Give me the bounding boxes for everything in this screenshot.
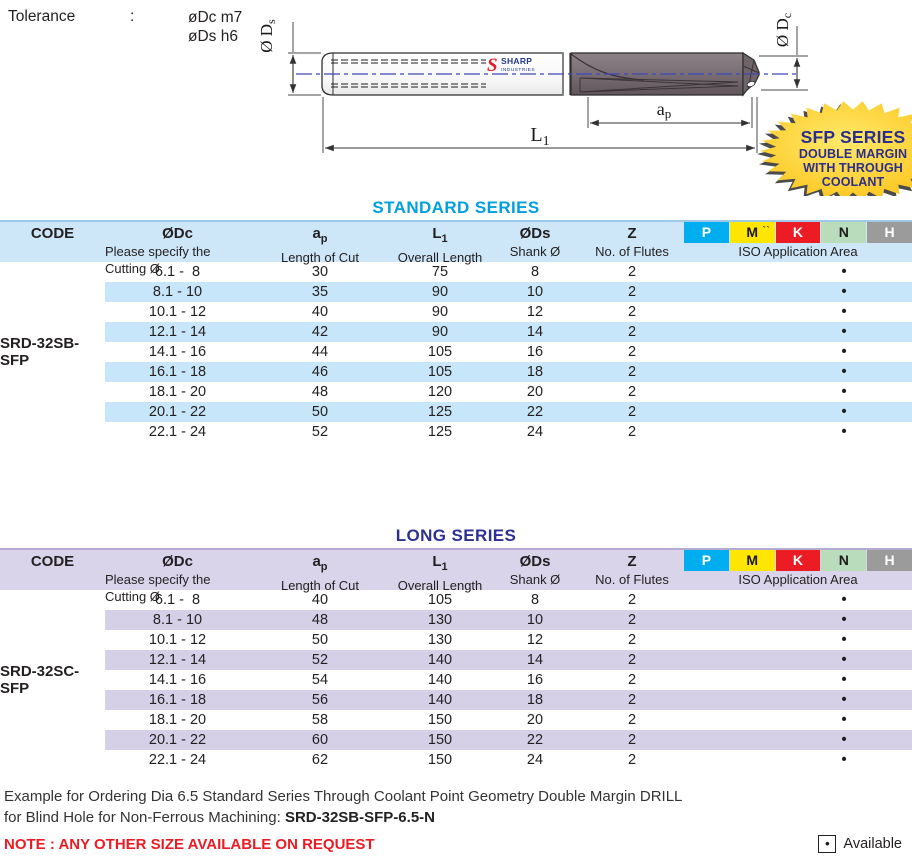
cell-shank-dia: 20 <box>526 712 544 728</box>
cell-iso-area <box>684 302 912 322</box>
cell-shank-dia: 14 <box>490 322 580 342</box>
available-dot: • <box>841 752 847 768</box>
cell-cutting-dia: 20.1 - 22 <box>105 730 250 750</box>
available-dot: • <box>841 324 847 340</box>
cell-iso-area <box>684 690 912 710</box>
cell-overall-length: 125 <box>390 402 490 422</box>
header-code: CODE <box>30 225 75 242</box>
dim-label-l1: $L_1$ <box>530 124 550 149</box>
cell-length-of-cut: 35 <box>250 282 390 302</box>
cell-length-of-cut: 52 <box>250 650 390 670</box>
table-row <box>0 322 912 342</box>
available-dot: • <box>841 632 847 648</box>
cell-shank-dia: 14 <box>490 650 580 670</box>
cell-flutes: 2 <box>627 672 637 688</box>
table-row <box>0 690 912 710</box>
sharp-logo-brand: SHARP <box>501 56 533 66</box>
drawing-section <box>0 0 912 196</box>
cell-flutes: 2 <box>580 730 684 750</box>
cell-flutes: 2 <box>580 322 684 342</box>
table-row <box>0 402 912 422</box>
cell-length-of-cut: 42 <box>250 322 390 342</box>
tolerance-dc: øDc m7 <box>188 9 243 26</box>
cell-length-of-cut: 62 <box>311 752 329 768</box>
cell-flutes: 2 <box>580 690 684 710</box>
available-dot-icon: • <box>818 835 836 853</box>
cell-overall-length: 130 <box>390 610 490 630</box>
cell-cutting-dia: 14.1 - 16 <box>148 344 207 360</box>
cell-shank-dia: 16 <box>526 672 544 688</box>
available-dot: • <box>841 732 847 748</box>
cell-cutting-dia: 20.1 - 22 <box>105 402 250 422</box>
cell-overall-length: 140 <box>390 690 490 710</box>
dim-label-dc: Ø Dc <box>773 12 794 48</box>
cell-length-of-cut: 48 <box>250 610 390 630</box>
available-dot: • <box>841 592 847 608</box>
cell-shank-dia: 12 <box>526 304 544 320</box>
iso-box-n: N <box>821 550 866 571</box>
cell-flutes: 2 <box>627 752 637 768</box>
tolerance-ds: øDs h6 <box>188 28 238 45</box>
cell-iso-area <box>684 262 912 282</box>
standard-series-table <box>0 196 912 442</box>
iso-box-h: H <box>867 222 912 243</box>
ordering-example-line2: for Blind Hole for Non-Ferrous Machining: SRD-32SB-SFP-6.5-N <box>4 809 435 826</box>
table-row <box>0 730 912 750</box>
cell-cutting-dia: 22.1 - 24 <box>148 752 207 768</box>
available-legend <box>818 835 902 853</box>
cell-cutting-dia: 18.1 - 20 <box>148 384 207 400</box>
header-code: CODE <box>30 553 75 570</box>
table-row <box>0 262 912 282</box>
table-row <box>0 670 912 690</box>
available-dot: • <box>841 672 847 688</box>
series-code: SRD-32SB-SFP <box>0 335 80 369</box>
cell-cutting-dia: 16.1 - 18 <box>105 690 250 710</box>
cell-length-of-cut: 60 <box>250 730 390 750</box>
cell-shank-dia: 8 <box>530 264 540 280</box>
cell-length-of-cut: 56 <box>250 690 390 710</box>
series-code: SRD-32SC-SFP <box>0 663 80 697</box>
cell-flutes: 2 <box>627 632 637 648</box>
cell-overall-length: 150 <box>427 752 453 768</box>
cell-overall-length: 90 <box>390 282 490 302</box>
cell-overall-length: 105 <box>390 362 490 382</box>
cell-overall-length: 90 <box>390 322 490 342</box>
cell-cutting-dia: 18.1 - 20 <box>148 712 207 728</box>
cell-cutting-dia: 14.1 - 16 <box>148 672 207 688</box>
cell-shank-dia: 20 <box>526 384 544 400</box>
cell-shank-dia: 24 <box>526 424 544 440</box>
cell-overall-length: 75 <box>431 264 449 280</box>
dim-label-ap: ap <box>656 99 672 121</box>
table-row <box>0 342 912 362</box>
iso-box-h: H <box>867 550 912 571</box>
table-body <box>0 590 912 770</box>
cell-shank-dia: 22 <box>490 402 580 422</box>
cell-shank-dia: 10 <box>490 282 580 302</box>
table-row <box>0 590 912 610</box>
header-dc: ØDc Please specify the Cutting Ø <box>105 225 211 276</box>
cell-length-of-cut: 50 <box>250 402 390 422</box>
table-row <box>0 282 912 302</box>
cell-cutting-dia: 12.1 - 14 <box>105 322 250 342</box>
header-ap: $a_p$ Length of Cut <box>280 225 360 265</box>
badge-line-4: COOLANT <box>821 175 885 189</box>
note-text: NOTE : ANY OTHER SIZE AVAILABLE ON REQUEST <box>4 835 375 853</box>
cell-cutting-dia: 10.1 - 12 <box>148 304 207 320</box>
cell-flutes: 2 <box>580 610 684 630</box>
cell-overall-length: 140 <box>390 650 490 670</box>
ordering-example-code: SRD-32SB-SFP-6.5-N <box>284 809 435 826</box>
header-z: Z No. of Flutes <box>595 553 669 587</box>
table-row <box>0 302 912 322</box>
cell-cutting-dia: 6.1 - 8 <box>154 592 201 608</box>
long-series-table <box>0 524 912 770</box>
badge-line-1: SFP SERIES <box>800 127 906 147</box>
iso-boxes <box>684 222 912 243</box>
cell-shank-dia: 16 <box>526 344 544 360</box>
available-dot: • <box>841 344 847 360</box>
iso-area-label: ISO Application Area <box>738 572 858 587</box>
available-dot: • <box>841 284 847 300</box>
header-ds: ØDs Shank Ø <box>509 225 561 259</box>
cell-shank-dia: 8 <box>530 592 540 608</box>
cell-cutting-dia: 10.1 - 12 <box>148 632 207 648</box>
available-dot: • <box>841 652 847 668</box>
table-row <box>0 422 912 442</box>
available-dot: • <box>841 364 847 380</box>
iso-box-p: P <box>684 550 729 571</box>
long-series-title: LONG SERIES <box>395 526 517 545</box>
cell-shank-dia: 22 <box>490 730 580 750</box>
cell-iso-area <box>684 322 912 342</box>
cell-iso-area <box>684 710 912 730</box>
table-row <box>0 630 912 650</box>
cell-overall-length: 105 <box>427 592 453 608</box>
iso-box-m: M <box>730 550 775 571</box>
header-ds: ØDs Shank Ø <box>509 553 561 587</box>
cell-iso-area <box>684 382 912 402</box>
iso-area-label: ISO Application Area <box>738 244 858 259</box>
cell-shank-dia: 10 <box>490 610 580 630</box>
header-l1: $L_1$ Overall Length <box>397 553 483 593</box>
cell-length-of-cut: 40 <box>311 592 329 608</box>
tolerance-values <box>188 8 242 46</box>
cell-cutting-dia: 8.1 - 10 <box>105 282 250 302</box>
cell-overall-length: 130 <box>427 632 453 648</box>
table-row <box>0 710 912 730</box>
cell-iso-area <box>684 730 912 750</box>
cell-length-of-cut: 50 <box>311 632 329 648</box>
badge-line-3: WITH THROUGH <box>803 161 903 175</box>
standard-series-title: STANDARD SERIES <box>372 198 540 217</box>
dim-label-ds: Ø Ds <box>257 19 278 53</box>
sharp-logo <box>487 55 535 76</box>
cell-shank-dia: 24 <box>526 752 544 768</box>
cell-iso-area <box>684 590 912 610</box>
cell-iso-area <box>684 402 912 422</box>
cell-length-of-cut: 48 <box>311 384 329 400</box>
cell-cutting-dia: 12.1 - 14 <box>105 650 250 670</box>
sharp-logo-sub: INDUSTRIES <box>501 68 536 73</box>
header-iso-application <box>684 222 912 262</box>
cell-iso-area <box>684 670 912 690</box>
cell-iso-area <box>684 750 912 770</box>
cell-iso-area <box>684 650 912 670</box>
cell-length-of-cut: 54 <box>311 672 329 688</box>
tolerance-block <box>8 8 242 46</box>
cell-length-of-cut: 40 <box>311 304 329 320</box>
iso-box-k: K <box>776 222 821 243</box>
header-dc: ØDc Please specify the Cutting Ø <box>105 553 211 604</box>
available-dot: • <box>841 304 847 320</box>
cell-overall-length: 150 <box>390 730 490 750</box>
cell-overall-length: 90 <box>431 304 449 320</box>
cell-cutting-dia: 8.1 - 10 <box>105 610 250 630</box>
cell-cutting-dia: 6.1 - 8 <box>154 264 201 280</box>
iso-box-k: K <box>776 550 821 571</box>
cell-overall-length: 140 <box>427 672 453 688</box>
badge-line-2: DOUBLE MARGIN <box>798 147 908 161</box>
cell-shank-dia: 12 <box>526 632 544 648</box>
available-dot: • <box>841 384 847 400</box>
iso-boxes <box>684 550 912 571</box>
sfp-series-badge <box>760 101 912 196</box>
header-iso-application <box>684 550 912 590</box>
cell-flutes: 2 <box>627 424 637 440</box>
cell-overall-length: 150 <box>427 712 453 728</box>
cell-shank-dia: 18 <box>490 690 580 710</box>
header-ap: $a_p$ Length of Cut <box>280 553 360 593</box>
available-dot: • <box>841 692 847 708</box>
header-z: Z No. of Flutes <box>595 225 669 259</box>
cell-flutes: 2 <box>580 282 684 302</box>
cell-flutes: 2 <box>580 650 684 670</box>
cell-flutes: 2 <box>627 384 637 400</box>
cell-flutes: 2 <box>627 712 637 728</box>
cell-flutes: 2 <box>580 362 684 382</box>
iso-box-p: P <box>684 222 729 243</box>
cell-flutes: 2 <box>627 264 637 280</box>
table-row <box>0 750 912 770</box>
cell-iso-area <box>684 610 912 630</box>
cell-flutes: 2 <box>627 304 637 320</box>
sharp-logo-s: S <box>487 55 498 76</box>
available-dot: • <box>841 404 847 420</box>
cell-flutes: 2 <box>580 402 684 422</box>
footer <box>0 786 912 853</box>
available-dot: • <box>841 264 847 280</box>
available-label: Available <box>843 836 902 852</box>
cell-cutting-dia: 22.1 - 24 <box>148 424 207 440</box>
cell-iso-area <box>684 422 912 442</box>
cell-length-of-cut: 52 <box>311 424 329 440</box>
table-row <box>0 650 912 670</box>
tolerance-colon: : <box>130 8 135 25</box>
header-l1: $L_1$ Overall Length <box>397 225 483 265</box>
ordering-example-line1: Example for Ordering Dia 6.5 Standard Series Through Coolant Point Geometry Double Margin DRILL <box>4 788 683 805</box>
cell-shank-dia: 18 <box>490 362 580 382</box>
available-dot: • <box>841 712 847 728</box>
cell-length-of-cut: 30 <box>311 264 329 280</box>
cell-length-of-cut: 58 <box>311 712 329 728</box>
cell-iso-area <box>684 342 912 362</box>
cell-overall-length: 105 <box>427 344 453 360</box>
table-body <box>0 262 912 442</box>
cell-length-of-cut: 44 <box>311 344 329 360</box>
cell-flutes: 2 <box>627 344 637 360</box>
cell-length-of-cut: 46 <box>250 362 390 382</box>
iso-box-n: N <box>821 222 866 243</box>
available-dot: • <box>841 612 847 628</box>
cell-overall-length: 125 <box>427 424 453 440</box>
cell-flutes: 2 <box>627 592 637 608</box>
table-row <box>0 610 912 630</box>
cell-iso-area <box>684 282 912 302</box>
available-dot: • <box>841 424 847 440</box>
table-row <box>0 382 912 402</box>
tolerance-label: Tolerance <box>8 8 76 25</box>
cell-overall-length: 120 <box>427 384 453 400</box>
cell-iso-area <box>684 630 912 650</box>
iso-box-m: M `` <box>730 222 775 243</box>
cell-iso-area <box>684 362 912 382</box>
table-row <box>0 362 912 382</box>
cell-cutting-dia: 16.1 - 18 <box>105 362 250 382</box>
